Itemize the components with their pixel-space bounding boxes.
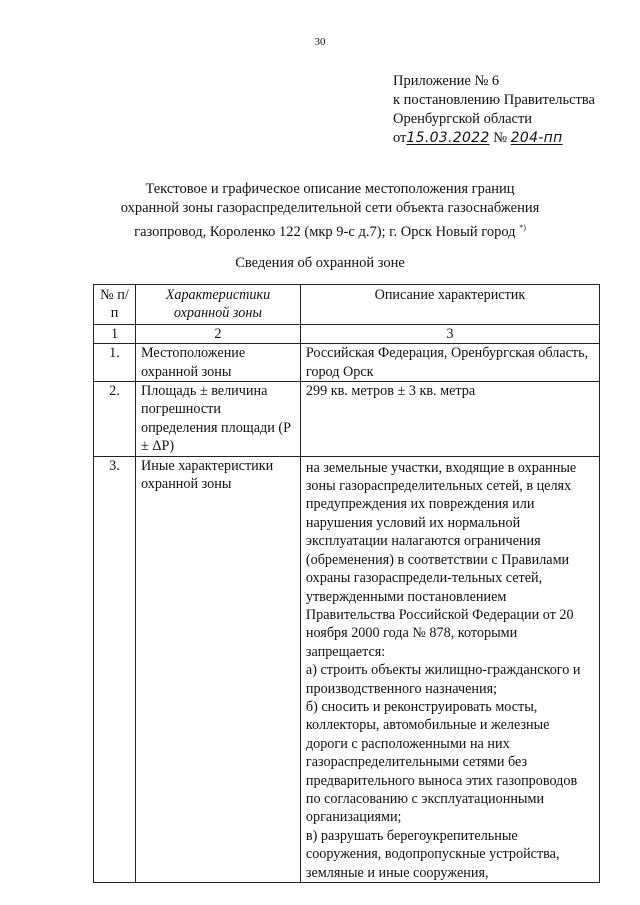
protection-zone-table [93, 284, 600, 883]
appendix-line-2: к постановлению Правительства [393, 92, 595, 108]
header-description: Описание характеристик [300, 285, 599, 325]
table-row [94, 456, 600, 882]
table-row [94, 344, 600, 382]
appendix-line-1: Приложение № 6 [393, 73, 500, 89]
index-cell: 3 [300, 324, 599, 343]
appendix-line-3: Оренбургской области [393, 111, 533, 127]
row-characteristic: Местоположение охранной зоны [135, 344, 300, 382]
handwritten-date: 15.03.2022 [406, 130, 490, 146]
index-cell: 2 [135, 324, 300, 343]
table-row [94, 382, 600, 457]
row-number: 3. [94, 456, 136, 882]
row-characteristic: Иные характеристики охранной зоны [135, 456, 300, 882]
title-line-3-text: газопровод, Короленко 122 (мкр 9-с д.7); г. Орск Новый город [134, 223, 516, 240]
index-cell: 1 [94, 324, 136, 343]
row-number: 1. [94, 344, 136, 382]
row-characteristic: Площадь ± величина погрешности определения площади (P ± ΔP) [135, 382, 300, 457]
row-description: 299 кв. метров ± 3 кв. метра [300, 382, 599, 457]
document-title [100, 180, 560, 242]
appendix-block [393, 72, 595, 148]
handwritten-number: 204-пп [510, 130, 563, 146]
prohibition-item-c: в) разрушать берегоукрепительные сооружения, водопропускные устройства, земляные и иные сооружения, [305, 827, 560, 881]
title-line-2: охранной зоны газораспределительной сети объекта газоснабжения [120, 200, 540, 216]
header-number: № п/п [94, 285, 136, 325]
header-characteristics: Характеристики охранной зоны [135, 285, 300, 325]
prohibition-item-a: а) строить объекты жилищно-гражданского и производственного назначения; [305, 662, 581, 697]
number-prefix: № [493, 130, 508, 146]
row-description-intro: на земельные участки, входящие в охранные зоны газораспределительных сетей, в целях предупреждения их повреждения или нарушения условий их нормальной эксплуатации налагаются ограничения (обременения) в соответствии с Правилами охраны газораспредели-тельных сетей, утвержденными постановлением Правительства Российской Федерации от 20 ноября 2000 года № 878, которыми запрещается: [305, 459, 577, 660]
row-number: 2. [94, 382, 136, 457]
prohibition-item-b: б) сносить и реконструировать мосты, коллекторы, автомобильные и железные дороги с расположенными на них газораспределительными сетями без предварительного выноса этих газопроводов по согласованию с эксплуатационными организациями; [305, 698, 578, 826]
title-line-1: Текстовое и графическое описание местоположения границ [145, 181, 515, 197]
appendix-date-line [393, 129, 595, 148]
table-index-row [94, 324, 600, 343]
title-line-3 [100, 218, 560, 242]
row-description: Российская Федерация, Оренбургская область, город Орск [300, 344, 599, 382]
page-number: 30 [314, 36, 326, 48]
table-header-row [94, 285, 600, 325]
row-description [300, 456, 599, 882]
date-prefix: от [393, 130, 407, 146]
section-title: Сведения об охранной зоне [235, 255, 405, 271]
footnote-mark: *) [519, 223, 526, 232]
